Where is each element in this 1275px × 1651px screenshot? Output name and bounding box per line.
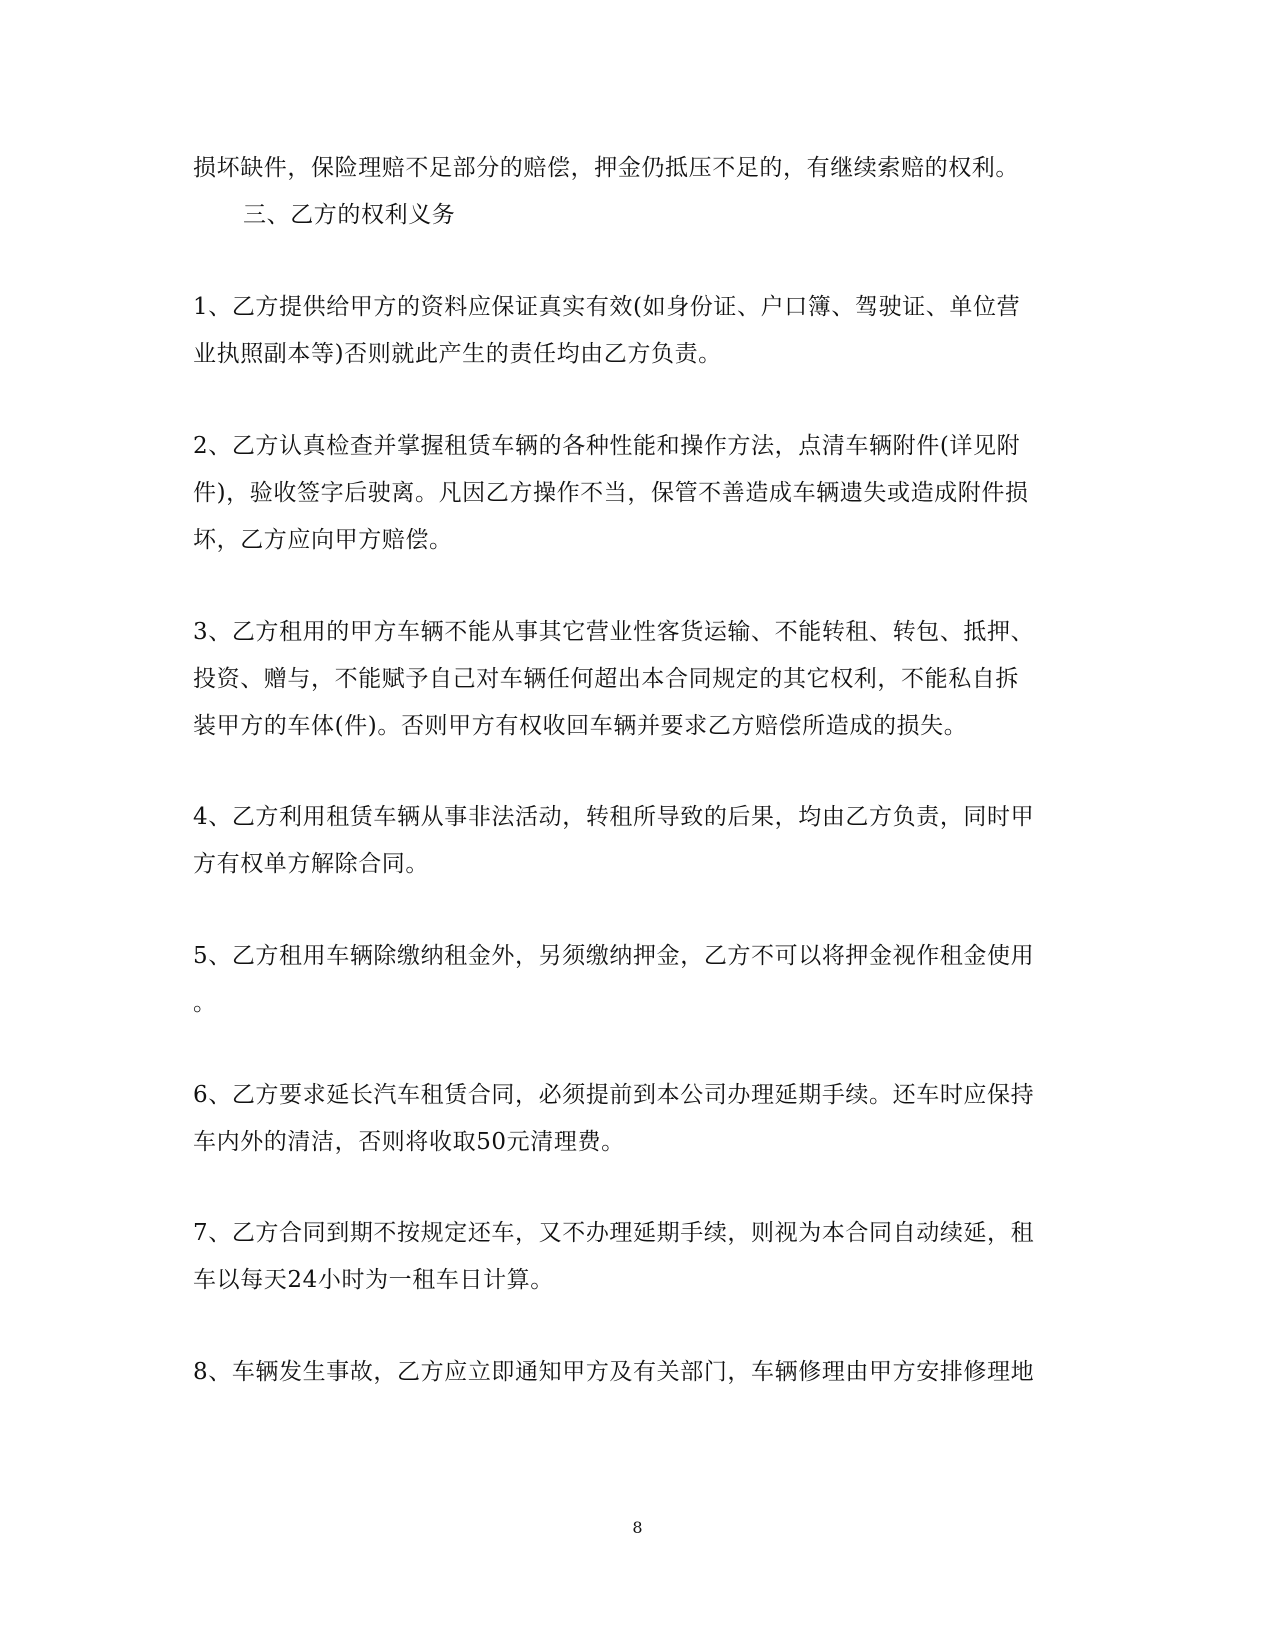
text-line: 业执照副本等)否则就此产生的责任均由乙方负责。 (193, 341, 722, 367)
text-line: 件)，验收签字后驶离。凡因乙方操作不当，保管不善造成车辆遗失或造成附件损 (193, 480, 1029, 506)
text-line: 方有权单方解除合同。 (193, 851, 429, 877)
text-line: 2、乙方认真检查并掌握租赁车辆的各种性能和操作方法，点清车辆附件(详见附 (193, 433, 1021, 459)
text-line: 车以每天24小时为一租车日计算。 (193, 1267, 554, 1293)
text-line: 损坏缺件，保险理赔不足部分的赔偿，押金仍抵压不足的，有继续索赔的权利。 (193, 155, 1019, 181)
text-line: 坏，乙方应向甲方赔偿。 (193, 527, 453, 553)
text-line: 6、乙方要求延长汽车租赁合同，必须提前到本公司办理延期手续。还车时应保持 (193, 1082, 1035, 1108)
text-line: 4、乙方利用租赁车辆从事非法活动，转租所导致的后果，均由乙方负责，同时甲 (193, 804, 1035, 830)
text-line: 装甲方的车体(件)。否则甲方有权收回车辆并要求乙方赔偿所造成的损失。 (193, 713, 968, 739)
text-line: 8、车辆发生事故，乙方应立即通知甲方及有关部门，车辆修理由甲方安排修理地 (193, 1359, 1035, 1385)
text-line: 车内外的清洁，否则将收取50元清理费。 (193, 1129, 625, 1155)
section-heading: 三、乙方的权利义务 (243, 202, 456, 228)
text-line: 投资、赠与，不能赋予自己对车辆任何超出本合同规定的其它权利，不能私自拆 (193, 666, 1019, 692)
text-line: 。 (193, 990, 217, 1016)
text-line: 7、乙方合同到期不按规定还车，又不办理延期手续，则视为本合同自动续延，租 (193, 1220, 1035, 1246)
text-line: 1、乙方提供给甲方的资料应保证真实有效(如身份证、户口簿、驾驶证、单位营 (193, 294, 1021, 320)
text-line: 3、乙方租用的甲方车辆不能从事其它营业性客货运输、不能转租、转包、抵押、 (193, 619, 1035, 645)
page-number: 8 (632, 1518, 643, 1537)
text-line: 5、乙方租用车辆除缴纳租金外，另须缴纳押金，乙方不可以将押金视作租金使用 (193, 943, 1035, 969)
